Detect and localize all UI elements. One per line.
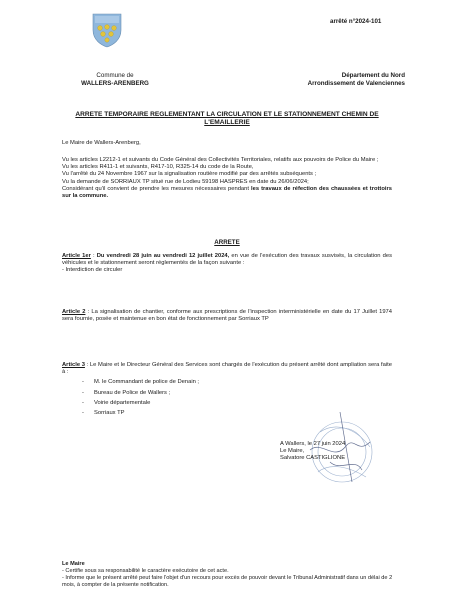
department-block — [285, 72, 405, 88]
article-3-text: : Le Maire et le Directeur Général des Services sont chargés de l'exécution du présent arrêté dont ampliation sera faite à : — [62, 362, 392, 376]
considerant-final — [62, 186, 392, 200]
signatory-name: Salvatore CASTIGLIONE — [280, 455, 346, 462]
recipient-item: - Bureau de Police de Wallers ; — [82, 390, 392, 397]
arrete-heading: ARRETE — [214, 239, 240, 246]
document-title: ARRETE TEMPORAIRE REGLEMENTANT LA CIRCULATION ET LE STATIONNEMENT CHEMIN DE L'EMAILLERIE — [75, 111, 379, 127]
commune-name: WALLERS-ARENBERG — [81, 80, 149, 87]
considerant-final-emphasis: les travaux de réfection des chaussées et trottoirs sur la commune. — [62, 185, 392, 200]
considerant-line: Vu les articles R411-1 et suivants, R417-10, R325-14 du code de la Route, — [62, 164, 254, 171]
intro-line: Le Maire de Wallers-Arenberg, — [62, 140, 141, 146]
recipient-item: - Voirie départementale — [82, 400, 392, 407]
signature-place-date: A Wallers, le 27 juin 2024 — [280, 441, 346, 447]
footer-notice — [62, 561, 402, 589]
article-1-sep: : — [90, 253, 97, 259]
coat-of-arms-logo — [91, 12, 123, 48]
considerant-final-text: Considérant qu'il convient de prendre les mesures nécessaires pendant — [62, 185, 251, 192]
considerant-line: Vu l'arrêté du 24 Novembre 1967 sur la signalisation routière modifié par des arrêtés subséquents ; — [62, 171, 317, 178]
commune-block — [70, 72, 160, 88]
considerant-line: Vu les articles L2212-1 et suivants du Code Général des Collectivités Territoriales, relatifs aux pouvoirs de Police du Maire ; — [62, 157, 379, 163]
recipient-item: - Sorriaux TP — [82, 410, 392, 417]
article-2-text: : La signalisation de chantier, conforme aux prescriptions de l'inspection interministérielle en date du 17 Juillet 1974 sera fournie, posée et maintenue en bon état de fonctionnement par Sorriaux TP — [62, 309, 392, 323]
footer-line: - Informe que le présent arrêté peut faire l'objet d'un recours pour excès de pouvoir devant le Tribunal Administratif dans un délai de 2 mois, à compter de la présente notification. — [62, 575, 393, 588]
article-1-label: Article 1er — [62, 253, 91, 259]
considerants — [62, 157, 392, 200]
article-2 — [62, 309, 392, 323]
commune-label: Commune de — [96, 72, 134, 79]
department-name: Département du Nord — [341, 72, 405, 79]
arrondissement-name: Arrondissement de Valenciennes — [307, 80, 405, 87]
article-1 — [62, 253, 392, 275]
article-2-label: Article 2 — [62, 309, 86, 315]
article-1-item: - Interdiction de circuler — [62, 267, 123, 274]
recipient-item: - M. le Commandant de police de Denain ; — [82, 379, 392, 386]
article-1-dates: Du vendredi 28 juin au vendredi 12 juillet 2024, — [96, 253, 230, 259]
signature-block — [280, 441, 400, 463]
article-1-text: en vue de l'exécution des travaux susvisés, la circulation des véhicules et le stationnement seront réglementés de la façon suivante : — [62, 253, 392, 267]
signature-role: Le Maire, — [280, 448, 305, 455]
footer-line: - Certifie sous sa responsabilité le caractère exécutoire de cet acte. — [62, 568, 229, 574]
article-3-label: Article 3 — [62, 362, 85, 368]
considerant-line: Vu la demande de SORRIAUX TP situé rue de Lodieu 59198 HASPRES en date du 26/06/2024; — [62, 178, 309, 185]
arrete-number: arrêté n°2024-101 — [330, 18, 382, 25]
footer-heading: Le Maire — [62, 561, 85, 567]
